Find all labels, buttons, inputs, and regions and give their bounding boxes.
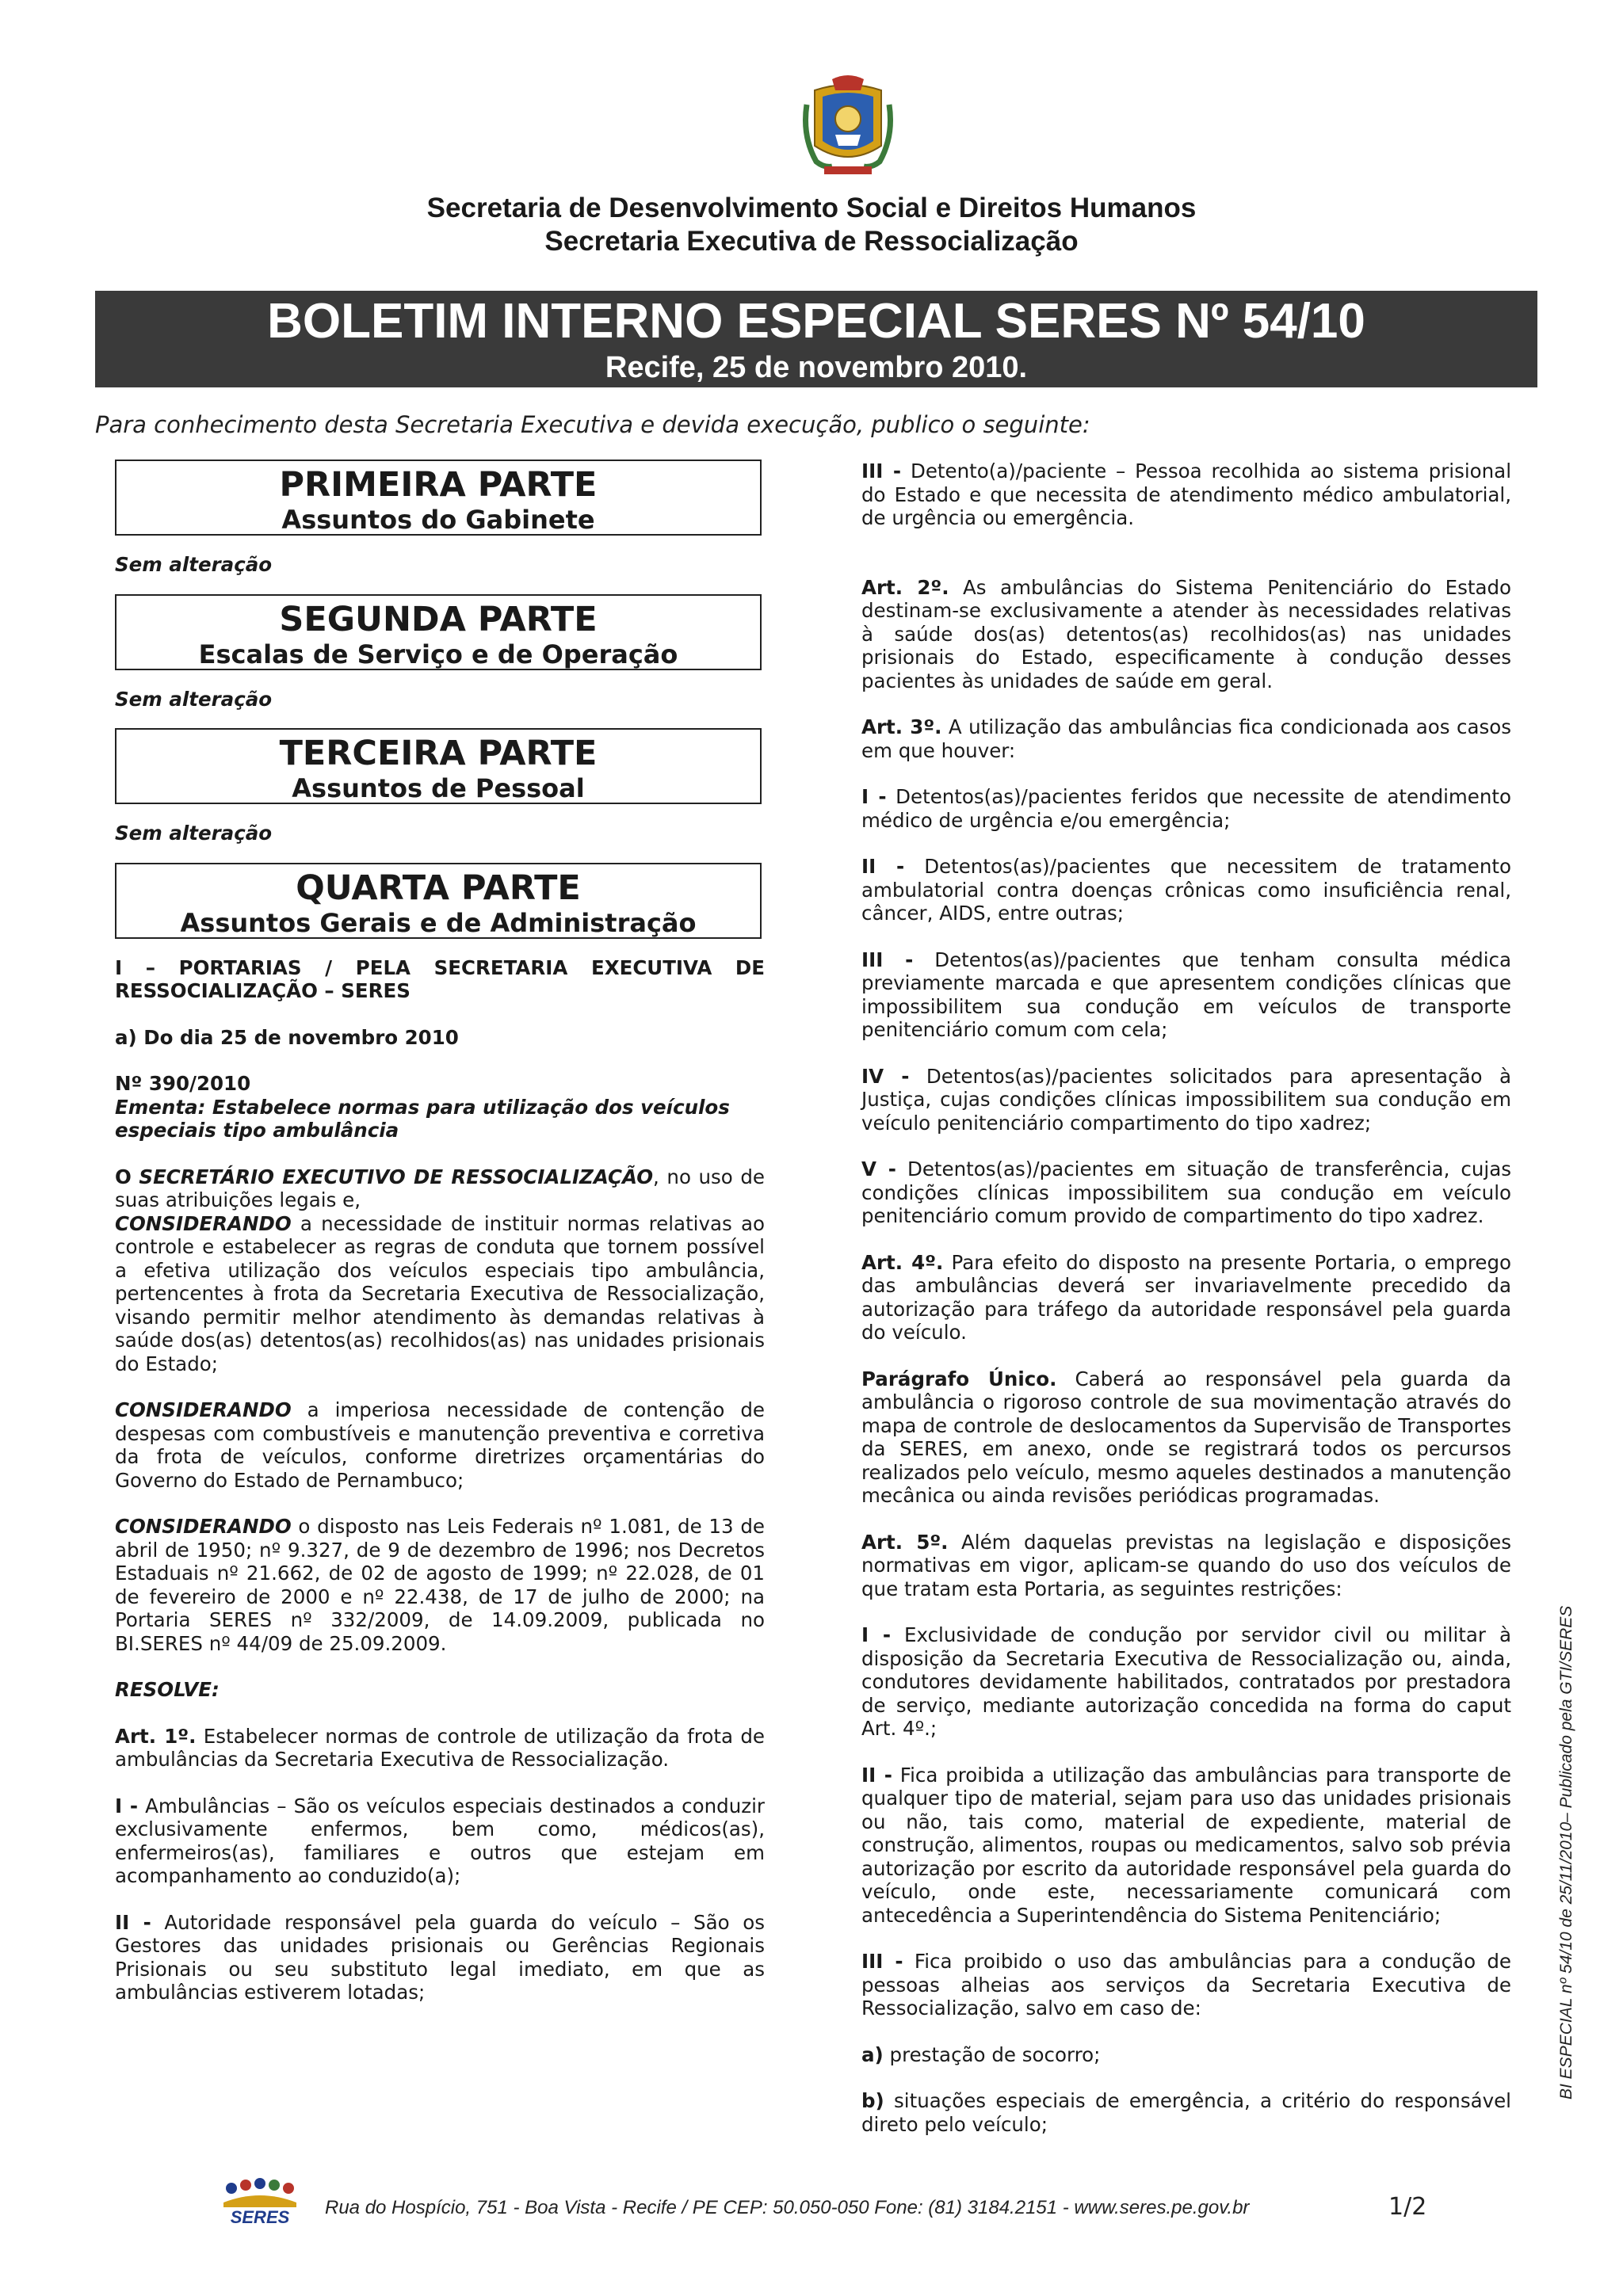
art-5-item-a: a) prestação de socorro; [861,2042,1101,2066]
part-box-1 [115,460,762,536]
part-subtitle: Assuntos Gerais e de Administração [180,907,697,938]
art-5: Art. 5º. Além daquelas previstas na legislação e disposições normativas em vigor, aplicam-se quando do uso dos veículos de que tratam esta Portaria, as seguintes restrições: [861,1530,1511,1600]
part-title: QUARTA PARTE [296,868,581,908]
considerando-3: CONSIDERANDO o disposto nas Leis Federais nº 1.081, de 13 de abril de 1950; nº 9.327, de 9 de dezembro de 1996; nos Decretos Estaduais nº 21.662, de 02 de agosto de 1999; nº 22.028, de 01 de fevereiro de 2000 e nº 22.438, de 17 de julho de 2000; na Portaria SERES nº 332/2009, de 14.09.2009, publicada no BI.SERES nº 44/09 de 25.09.2009. [115,1515,765,1655]
section-title: I – PORTARIAS / PELA SECRETARIA EXECUTIVA DE RESSOCIALIZAÇÃO – SERES [115,955,765,1002]
bulletin-date: Recife, 25 de novembro 2010. [605,351,1028,384]
paragrafo-unico: Parágrafo Único. Caberá ao responsável pela guarda da ambulância o rigoroso controle de sua movimentação através do mapa de controle de deslocamentos da Supervisão de Transportes da SERES, em anexo, onde se registrará todos os percursos realizados pelo veículo, mesmo aqueles destinados a manutenção mecânica ou ainda revisões periódicas programadas. [861,1367,1511,1507]
department-title: Secretaria de Desenvolvimento Social e Direitos Humanos [426,193,1197,223]
page-number: 1/2 [1388,2193,1427,2221]
svg-text:SERES: SERES [230,2207,290,2226]
right-column [861,460,1511,2159]
date-line: a) Do dia 25 de novembro 2010 [115,1025,459,1049]
footer-address: Rua do Hospício, 751 - Boa Vista - Recife / PE CEP: 50.050-050 Fone: (81) 3184.2151 - www.seres.pe.gov.br [325,2197,1250,2218]
art-3-item-iii: III - Detentos(as)/pacientes que tenham consulta médica previamente marcada e que apresentem condições clínicas que impossibilitem sua condução em veículos de transporte penitenciário comum com cela; [861,948,1511,1041]
seres-logo-icon [220,2177,300,2226]
art-1-item-i: I - Ambulâncias – São os veículos especiais destinados a conduzir exclusivamente enfermos, bem como, médicos(as), enfermeiros(as), familiares e outros que estejam em acompanhamento ao conduzido(a); [115,1794,765,1887]
part-title: SEGUNDA PARTE [279,599,598,639]
part-title: TERCEIRA PARTE [279,734,598,773]
art-3: Art. 3º. A utilização das ambulâncias fica condicionada aos casos em que houver: [861,715,1511,762]
art-3-item-ii: II - Detentos(as)/pacientes que necessitem de tratamento ambulatorial contra doenças crônicas como insuficiência renal, câncer, AIDS, entre outras; [861,855,1511,925]
sub-department-title: Secretaria Executiva de Ressocialização [544,226,1079,257]
portaria-number: Nº 390/2010 [115,1072,251,1095]
art-5-item-b: b) situações especiais de emergência, a critério do responsável direto pelo veículo; [861,2089,1511,2136]
part-note: Sem alteração [115,553,273,576]
part-subtitle: Assuntos do Gabinete [281,505,595,535]
part-box-4 [115,863,762,939]
portaria-header [115,1072,765,1142]
art-3-item-iv: IV - Detentos(as)/pacientes solicitados para apresentação à Justiça, cujas condições clínicas impossibilitem sua condução em veículo penitenciário compartimento do tipo xadrez; [861,1064,1511,1135]
part-box-3 [115,728,762,804]
part-subtitle: Assuntos de Pessoal [292,773,585,803]
art-3-item-i: I - Detentos(as)/pacientes feridos que necessite de atendimento médico de urgência e/ou emergência; [861,785,1511,832]
ementa: Ementa: Estabelece normas para utilização dos veículos especiais tipo ambulância [115,1095,730,1142]
part-title: PRIMEIRA PARTE [279,465,598,505]
art-1-item-ii: II - Autoridade responsável pela guarda do veículo – São os Gestores das unidades prisionais ou Gerências Regionais Prisionais ou seu substituto legal imediato, em que as ambulâncias estiverem lotadas; [115,1910,765,2004]
art-5-item-iii: III - Fica proibido o uso das ambulâncias para a condução de pessoas alheias aos serviços da Secretaria Executiva de Ressocialização, salvo em caso de: [861,1950,1512,2019]
art-1: Art. 1º. Estabelecer normas de controle de utilização da frota de ambulâncias da Secretaria Executiva de Ressocialização. [115,1724,765,1771]
state-coat-of-arms-icon [800,73,896,181]
resolve: RESOLVE: [115,1678,220,1701]
art-5-item-ii: II - Fica proibida a utilização das ambulâncias para transporte de qualquer tipo de material, sejam para uso das unidades prisionais ou não, tais como, material de expediente, material de construção, alimentos, roupas ou medicamentos, salvo sob prévia autorização por escrito da autoridade responsável pela guarda do veículo, onde este, necessariamente comunicará com antecedência a Superintendência do Sistema Penitenciário; [861,1763,1511,1927]
art-4: Art. 4º. Para efeito do disposto na presente Portaria, o emprego das ambulâncias deverá ser invariavelmente precedido da autorização para tráfego da autoridade responsável pela guarda do veículo. [861,1250,1511,1344]
preamble: O SECRETÁRIO EXECUTIVO DE RESSOCIALIZAÇÃO, no uso de suas atribuições legais e, CONSIDERANDO a necessidade de instituir normas relativas ao controle e estabelecer as regras de conduta que tornem possível a efetiva utilização dos veículos especiais tipo ambulância, pertencentes à frota da Secretaria Executiva de Ressocialização, visando permitir melhor atendimento às demandas relativas à saúde dos(as) detentos(as) recolhidos(as) nas unidades prisionais do Estado; [115,1165,765,1375]
left-column [115,460,765,2027]
intro-text: Para conhecimento desta Secretaria Executiva e devida execução, publico o seguinte: [95,411,1090,438]
art-2: Art. 2º. As ambulâncias do Sistema Penitenciário do Estado destinam-se exclusivamente a atender às necessidades relativas à saúde dos(as) detentos(as) recolhidos(as) nas unidades prisionais do Estado, especificamente à condução desses pacientes às unidades de saúde em geral. [861,575,1511,692]
part-subtitle: Escalas de Serviço e de Operação [198,639,678,669]
part-note: Sem alteração [115,822,273,845]
publication-sidebar: BI ESPECIAL nº 54/10 de 25/11/2010– Publicado pela GTI/SERES [1557,1605,1575,2100]
bulletin-title: BOLETIM INTERNO ESPECIAL SERES Nº 54/10 [267,294,1365,349]
art-3-item-v: V - Detentos(as)/pacientes em situação de transferência, cujas condições clínicas impossibilitem sua condução em veículo penitenciário comum provido de compartimento do tipo xadrez. [861,1158,1511,1227]
bulletin-title-bar [95,291,1537,387]
considerando-2: CONSIDERANDO a imperiosa necessidade de contenção de despesas com combustíveis e manutenção preventiva e corretiva da frota de veículos, conforme diretrizes orçamentárias do Governo do Estado de Pernambuco; [115,1398,765,1492]
part-note: Sem alteração [115,687,273,711]
art-5-item-i: I - Exclusividade de condução por servidor civil ou militar à disposição da Secretaria Executiva de Ressocialização ou, ainda, condutores devidamente habilitados, contratados por prestadora de serviço, mediante autorização concedida na forma do caput Art. 4º.; [861,1623,1511,1740]
part-box-2 [115,594,762,670]
art-1-item-iii: III - Detento(a)/paciente – Pessoa recolhida ao sistema prisional do Estado e que necessita de atendimento médico ambulatorial, de urgência ou emergência. [861,460,1511,529]
